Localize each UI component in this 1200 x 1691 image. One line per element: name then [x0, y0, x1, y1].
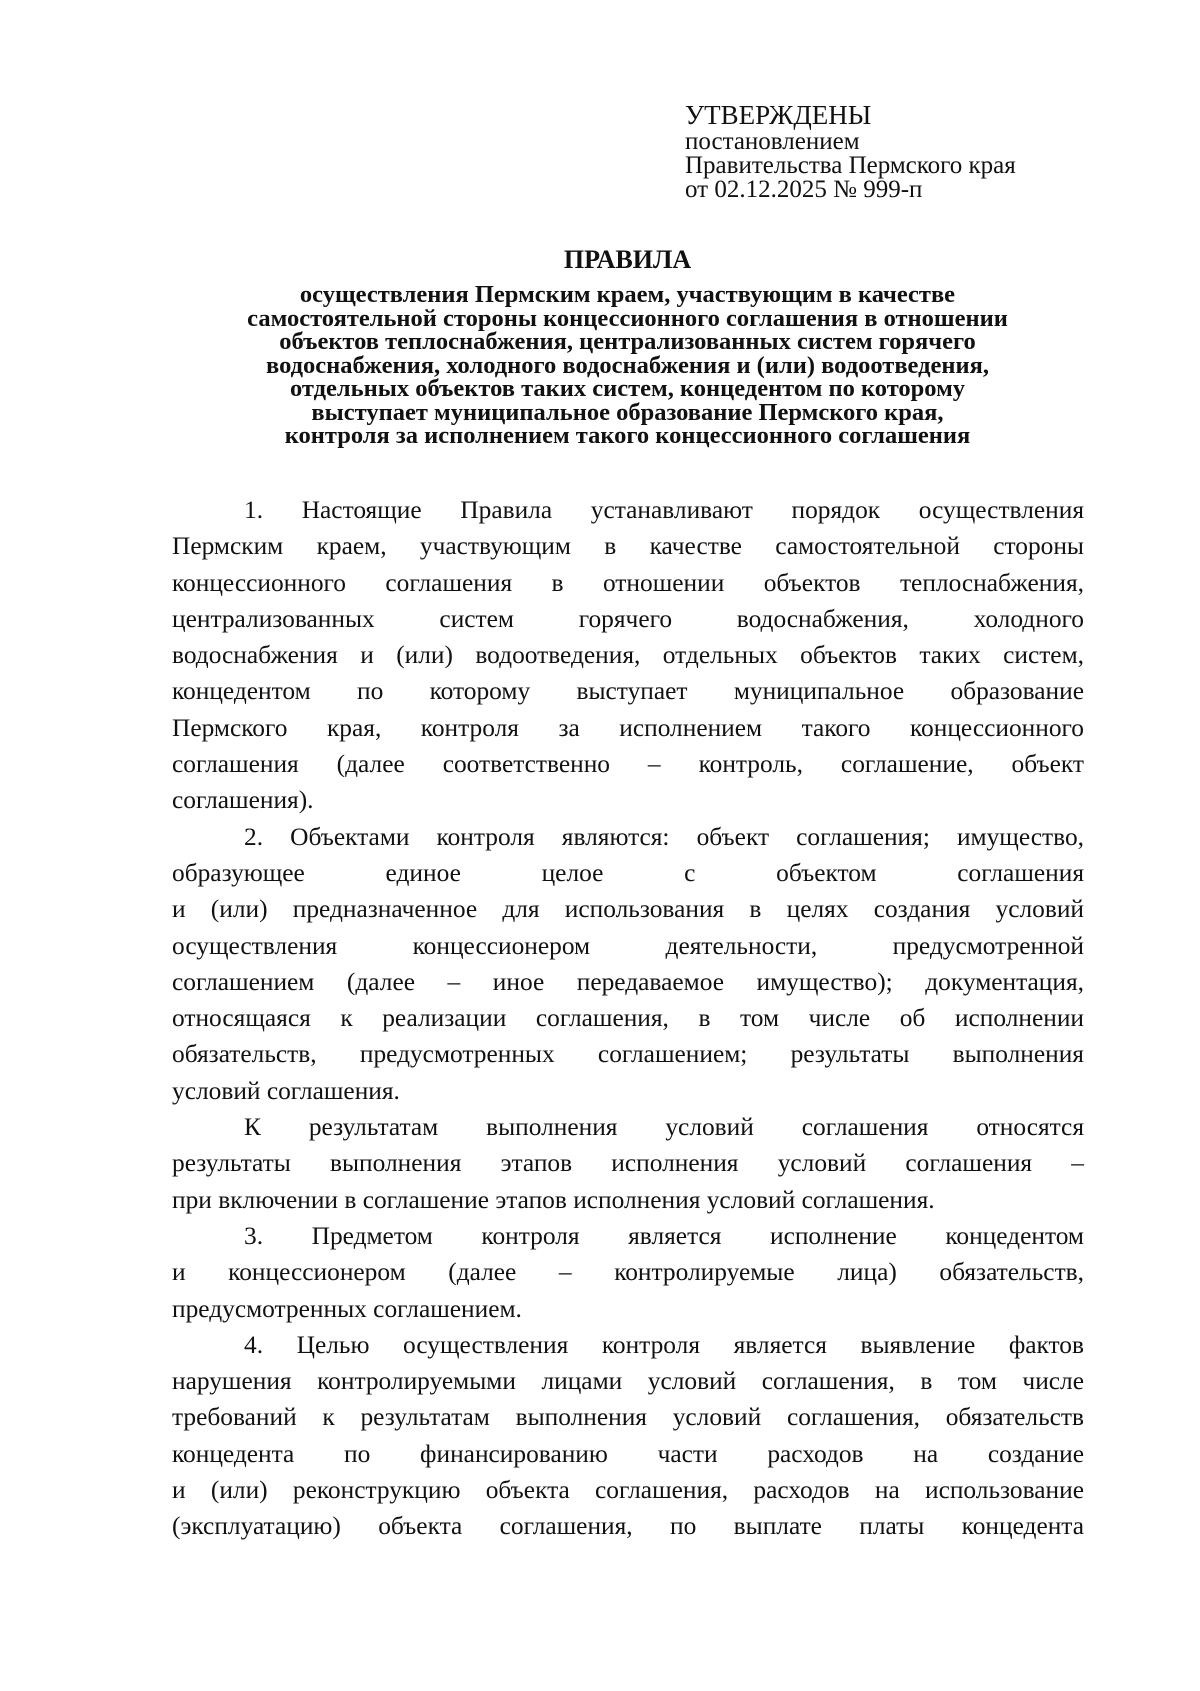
approval-heading: УТВЕРЖДЕНЫ: [685, 100, 872, 130]
body-line: соглашением (далее – иное передаваемое имущество); документация,: [172, 967, 1084, 996]
body-line: соглашения (далее соответственно – контроль, соглашение, объект: [172, 750, 1084, 779]
body-line: осуществления концессионером деятельности, предусмотренной: [172, 931, 1084, 960]
body-line: образующее единое целое с объектом соглашения: [172, 858, 1084, 887]
body-line: условий соглашения.: [172, 1076, 400, 1105]
body-line: предусмотренных соглашением.: [172, 1294, 522, 1323]
body-line: водоснабжения и (или) водоотведения, отдельных объектов таких систем,: [172, 641, 1084, 670]
subtitle-line: водоснабжения, холодного водоснабжения и (или) водоотведения,: [266, 351, 989, 379]
body-line: и (или) предназначенное для использования в целях создания условий: [172, 895, 1084, 924]
body-line: концессионного соглашения в отношении объектов теплоснабжения,: [172, 568, 1084, 597]
body-line: 1. Настоящие Правила устанавливают порядок осуществления: [244, 496, 1084, 524]
body-line: и (или) реконструкцию объекта соглашения, расходов на использование: [172, 1476, 1084, 1505]
document-subtitle: [160, 283, 1095, 448]
subtitle-line: самостоятельной стороны концессионного соглашения в отношении: [247, 304, 1008, 332]
subtitle-line: контроля за исполнением такого концессионного соглашения: [284, 422, 971, 449]
subtitle-line: осуществления Пермским краем, участвующим в качестве: [299, 281, 956, 308]
body-line: К результатам выполнения условий соглашения относятся: [244, 1113, 1084, 1142]
body-line: и концессионером (далее – контролируемые лица) обязательств,: [172, 1258, 1084, 1287]
body-line: концедентом по которому выступает муниципальное образование: [172, 677, 1084, 706]
body-line: концедента по финансированию части расходов на создание: [172, 1439, 1084, 1468]
approval-line: постановлением: [685, 128, 860, 155]
subtitle-line: объектов теплоснабжения, централизованных систем горячего: [279, 328, 976, 355]
body-line: 2. Объектами контроля являются: объект соглашения; имущество,: [244, 822, 1084, 851]
body-line: Пермского края, контроля за исполнением такого концессионного: [172, 713, 1084, 742]
body-line: обязательств, предусмотренных соглашением; результаты выполнения: [172, 1040, 1084, 1069]
subtitle-line: выступает муниципальное образование Пермского края,: [311, 398, 944, 426]
document-body: [172, 492, 1084, 1545]
body-line: при включении в соглашение этапов исполнения условий соглашения.: [172, 1185, 935, 1214]
body-line: Пермским краем, участвующим в качестве самостоятельной стороны: [172, 532, 1084, 561]
approval-date-number: от 02.12.2025 № 999-п: [685, 176, 923, 203]
body-line: относящаяся к реализации соглашения, в том числе об исполнении: [172, 1004, 1084, 1033]
body-line: требований к результатам выполнения условий соглашения, обязательств: [172, 1403, 1084, 1432]
document-title: ПРАВИЛА: [563, 245, 692, 274]
body-line: (эксплуатацию) объекта соглашения, по выплате платы концедента: [172, 1512, 1084, 1541]
body-line: нарушения контролируемыми лицами условий соглашения, в том числе: [172, 1367, 1084, 1396]
subtitle-line: отдельных объектов таких систем, концедентом по которому: [289, 375, 966, 402]
approval-line: Правительства Пермского края: [685, 152, 1016, 179]
body-line: 4. Целью осуществления контроля является выявление фактов: [244, 1330, 1084, 1359]
body-line: 3. Предметом контроля является исполнение концедентом: [244, 1221, 1084, 1250]
body-line: централизованных систем горячего водоснабжения, холодного: [172, 604, 1084, 633]
body-line: соглашения).: [172, 786, 314, 815]
body-line: результаты выполнения этапов исполнения условий соглашения –: [172, 1149, 1084, 1178]
approval-stamp: [685, 100, 1105, 202]
